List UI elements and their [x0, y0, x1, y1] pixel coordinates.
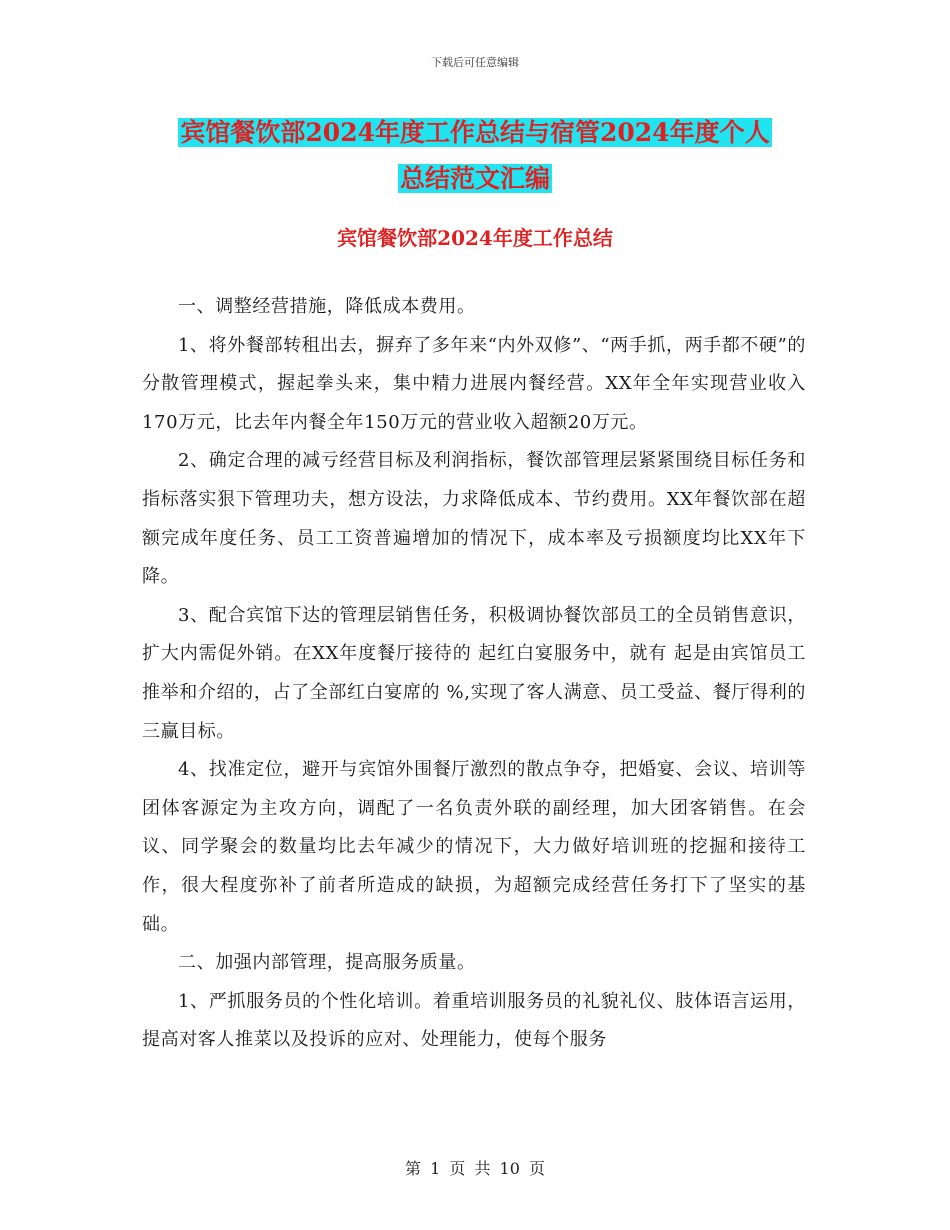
document-title — [140, 110, 810, 202]
paragraph: 3、配合宾馆下达的管理层销售任务，积极调协餐饮部员工的全员销售意识，扩大内需促外销。在XX年度餐厅接待的 起红白宴服务中，就有 起是由宾馆员工推举和介绍的，占了全部红白宴席的 %,实现了客人满意、员工受益、餐厅得利的三赢目标。 — [142, 604, 806, 742]
title-line-2: 总结范文汇编 — [399, 164, 550, 193]
header-note: 下载后可任意编辑 — [431, 56, 519, 69]
paragraph: 1、将外餐部转租出去，摒弃了多年来“内外双修”、“两手抓，两手都不硬”的分散管理模式，握起拳头来，集中精力进展内餐经营。XX年全年实现营业收入170万元，比去年内餐全年150万元的营业收入超额20万元。 — [142, 334, 806, 433]
paragraph: 2、确定合理的减亏经营目标及利润指标，餐饮部管理层紧紧围绕目标任务和指标落实狠下管理功夫，想方设法，力求降低成本、节约费用。XX年餐饮部在超额完成年度任务、员工工资普遍增加的情况下，成本率及亏损额度均比XX年下降。 — [142, 450, 806, 588]
paragraph: 一、调整经营措施，降低成本费用。 — [178, 296, 476, 317]
section-title: 宾馆餐饮部2024年度工作总结 — [337, 226, 613, 250]
document-body — [142, 288, 806, 1060]
page-footer: 第 1 页 共 10 页 — [405, 1159, 545, 1178]
title-line-1: 宾馆餐饮部2024年度工作总结与宿管2024年度个人 — [180, 118, 770, 147]
paragraph: 1、严抓服务员的个性化培训。着重培训服务员的礼貌礼仪、肢体语言运用，提高对客人推菜以及投诉的应对、处理能力，使每个服务 — [142, 990, 806, 1051]
paragraph: 二、加强内部管理，提高服务质量。 — [178, 952, 476, 974]
paragraph: 4、找准定位，避开与宾馆外围餐厅激烈的散点争夺，把婚宴、会议、培训等团体客源定为主攻方向，调配了一名负责外联的副经理，加大团客销售。在会议、同学聚会的数量均比去年减少的情况下，大力做好培训班的挖掘和接待工作，很大程度弥补了前者所造成的缺损，为超额完成经营任务打下了坚实的基础。 — [142, 759, 806, 935]
